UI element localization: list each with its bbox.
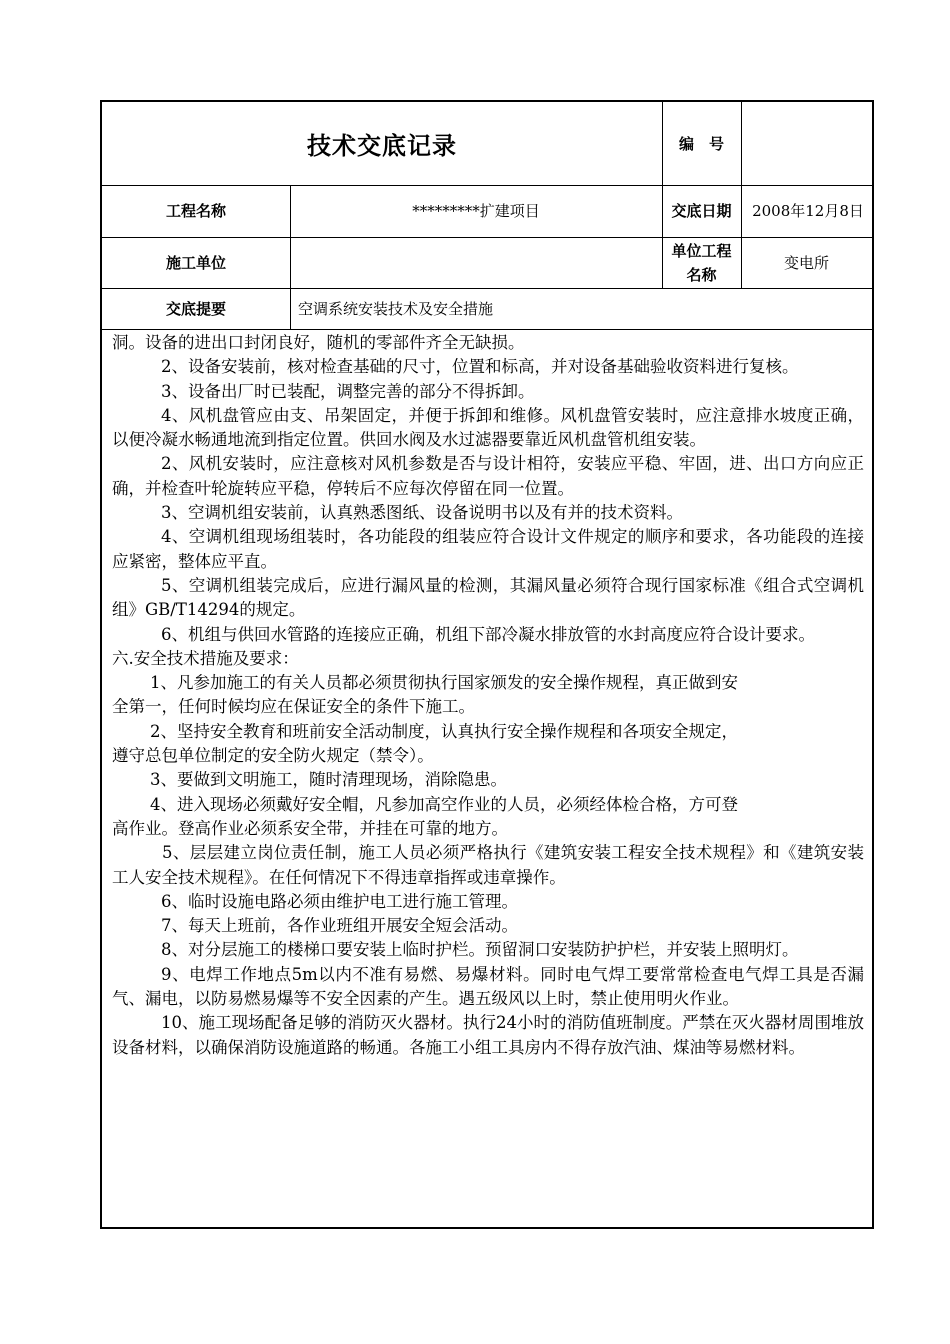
body-line: 遵守总包单位制定的安全防火规定（禁令）。	[112, 746, 434, 766]
date-label: 交底日期	[671, 202, 732, 220]
contractor-value	[290, 237, 662, 288]
body-line: 2、风机安装时，应注意核对风机参数是否与设计相符，安装应平稳、牢固，进、出口方向应正确，并检查叶轮旋转应平稳，停转后不应每次停留在同一位置。	[112, 454, 864, 498]
body-line: 4、风机盘管应由支、吊架固定，并便于拆卸和维修。风机盘管安装时，应注意排水坡度正确，以便冷凝水畅通地流到指定位置。供回水阀及水过滤器要靠近风机盘管机组安装。	[112, 405, 864, 450]
document-title: 技术交底记录	[307, 131, 457, 160]
body-line: 5、空调机组装完成后，应进行漏风量的检测，其漏风量必须符合现行国家标准《组合式空调机组》GB/T14294的规定。	[112, 575, 864, 620]
body-line: 2、设备安装前，核对检查基础的尺寸，位置和标高，并对设备基础验收资料进行复核。	[161, 357, 799, 377]
body-line: 4、空调机组现场组装时，各功能段的组装应符合设计文件规定的顺序和要求，各功能段的连接应紧密，整体应平直。	[112, 527, 864, 571]
contractor-label: 施工单位	[165, 253, 226, 272]
body-line: 高作业。登高作业必须系安全带，并挂在可靠的地方。	[112, 818, 508, 838]
body-line: 10、施工现场配备足够的消防灭火器材。执行24小时的消防值班制度。严禁在灭火器材周围堆放设备材料，以确保消防设施道路的畅通。各施工小组工具房内不得存放汽油、煤油等易燃材料。	[112, 1013, 864, 1057]
date-value: 2008年12月8日	[752, 202, 864, 220]
unit-project-value: 变电所	[783, 253, 829, 272]
body-line: 8、对分层施工的楼梯口要安装上临时护栏。预留洞口安装防护护栏，并安装上照明灯。	[161, 940, 799, 960]
body-line: 全第一，任何时候均应在保证安全的条件下施工。	[112, 697, 475, 717]
project-name-label: 工程名称	[165, 202, 226, 220]
body-line: 5、层层建立岗位责任制，施工人员必须严格执行《建筑安装工程安全技术规程》和《建筑安装工人安全技术规程》。在任何情况下不得违章指挥或违章操作。	[112, 843, 864, 887]
body-line: 3、空调机组安装前，认真熟悉图纸、设备说明书以及有并的技术资料。	[161, 503, 683, 523]
body-line: 6、临时设施电路必须由维护电工进行施工管理。	[161, 891, 518, 911]
number-label: 编 号	[678, 134, 724, 153]
summary-value: 空调系统安装技术及安全措施	[298, 299, 494, 318]
body-line: 6、机组与供回水管路的连接应正确，机组下部冷凝水排放管的水封高度应符合设计要求。	[161, 624, 815, 644]
body-line: 3、要做到文明施工，随时清理现场，消除隐患。	[150, 770, 507, 790]
body-line: 4、进入现场必须戴好安全帽，凡参加高空作业的人员，必须经体检合格，方可登	[150, 794, 738, 814]
body-line: 1、凡参加施工的有关人员都必须贯彻执行国家颁发的安全操作规程，真正做到安	[150, 673, 738, 693]
body-line: 洞。设备的进出口封闭良好，随机的零部件齐全无缺损。	[112, 333, 525, 352]
number-value	[741, 102, 872, 185]
body-line: 9、电焊工作地点5m以内不准有易燃、易爆材料。同时电气焊工要常常检查电气焊工具是否漏气、漏电，以防易燃易爆等不安全因素的产生。遇五级风以上时，禁止使用明火作业。	[112, 964, 864, 1009]
unit-project-label: 单位工程名称	[671, 241, 732, 284]
disclosure-body	[112, 331, 864, 1060]
record-form	[100, 100, 874, 1229]
body-line: 2、坚持安全教育和班前安全活动制度，认真执行安全操作规程和各项安全规定，	[150, 721, 738, 741]
row-divider	[102, 329, 872, 330]
section-heading: 六.安全技术措施及要求：	[112, 648, 299, 668]
body-line: 3、设备出厂时已装配，调整完善的部分不得拆卸。	[161, 381, 535, 401]
summary-label: 交底提要	[165, 299, 226, 318]
project-name-value: *********扩建项目	[412, 202, 540, 220]
body-line: 7、每天上班前，各作业班组开展安全短会活动。	[161, 916, 518, 936]
